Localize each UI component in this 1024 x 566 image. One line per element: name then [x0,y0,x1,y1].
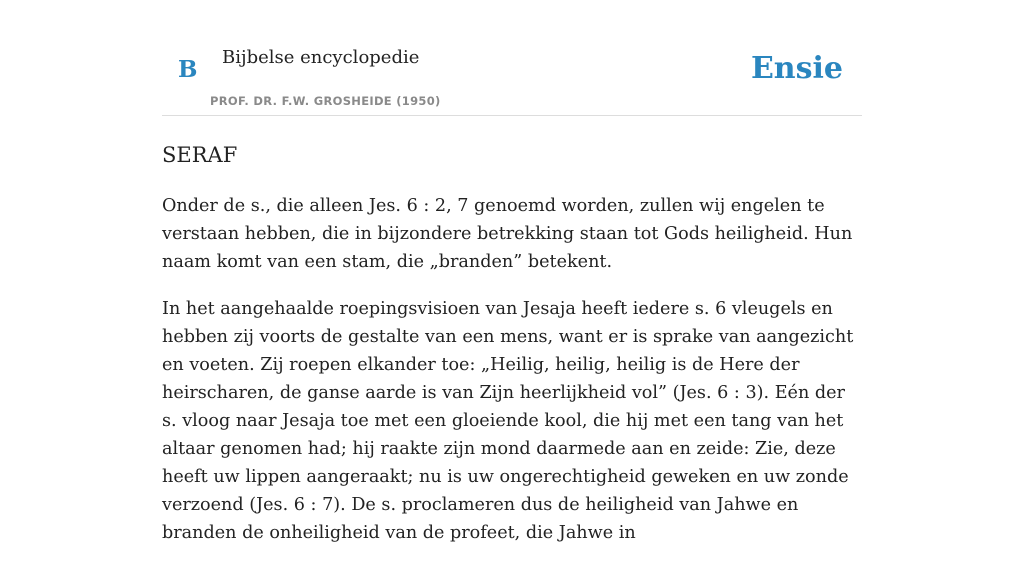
article-body [162,192,862,566]
book-title[interactable]: Bijbelse encyclopedie [222,47,420,68]
article-title: SERAF [162,143,238,167]
brand-logo[interactable]: Ensie [750,51,843,86]
book-author: PROF. DR. F.W. GROSHEIDE (1950) [210,94,441,108]
article-paragraph: Onder de s., die alleen Jes. 6 : 2, 7 genoemd worden, zullen wij engelen te verstaan hebben, die in bijzondere betrekking staan tot Gods heiligheid. Hun naam komt van een stam, die „branden” betekent. [162,196,853,272]
page [162,0,862,543]
book-logo[interactable]: B [178,56,198,83]
article-paragraph: In het aangehaalde roepingsvisioen van Jesaja heeft iedere s. 6 vleugels en hebben zij voorts de gestalte van een mens, want er is sprake van aangezicht en voeten. Zij roepen elkander toe: „Heilig, heilig, heilig is de Here der heirscharen, de ganse aarde is van Zijn heerlijkheid vol” (Jes. 6 : 3). Eén der s. vloog naar Jesaja toe met een gloeiende kool, die hij met een tang van het altaar genomen had; hij raakte zijn mond daarmede aan en zeide: Zie, deze heeft uw lippen aangeraakt; nu is uw ongerechtigheid geweken en uw zonde verzoend (Jes. 6 : 7). De s. proclameren dus de heiligheid van Jahwe en branden de onheiligheid van de profeet, die Jahwe in [162,299,854,543]
book-header [162,0,862,116]
